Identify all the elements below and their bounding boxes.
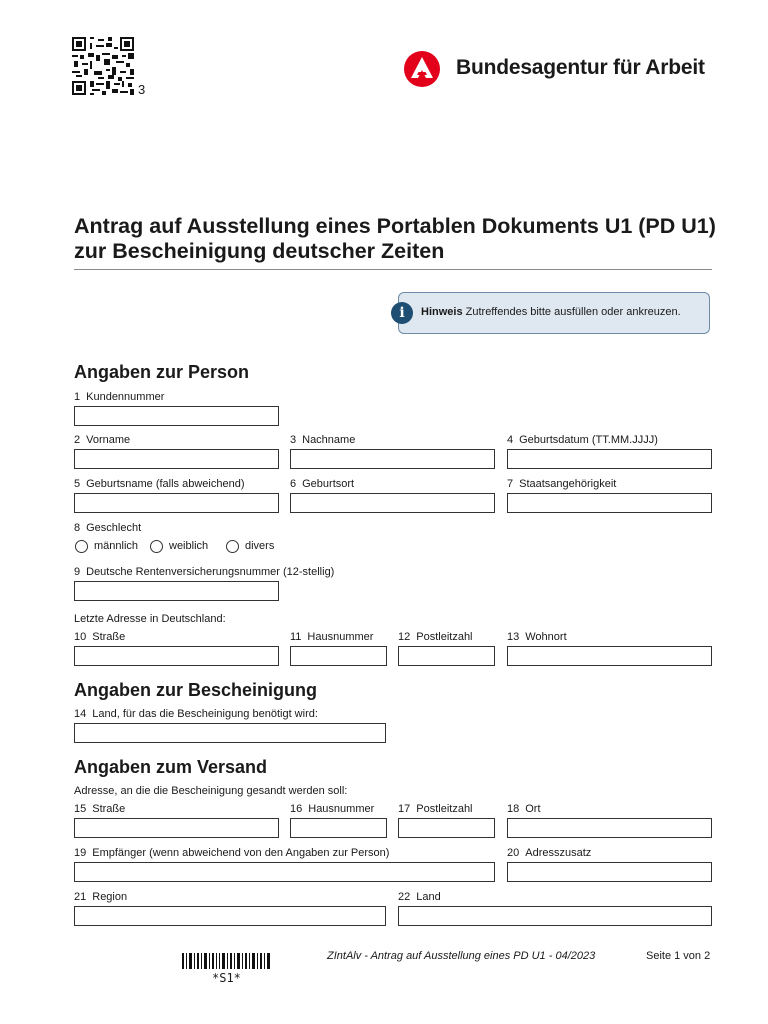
input-land-versand[interactable] — [398, 906, 712, 926]
input-land-bescheinigung[interactable] — [74, 723, 386, 743]
input-rentenversicherungsnummer[interactable] — [74, 581, 279, 601]
input-hausnummer-versand[interactable] — [290, 818, 387, 838]
radio-label-weiblich: weiblich — [169, 540, 209, 552]
label-geburtsname: 5 Geburtsname (falls abweichend) — [74, 478, 245, 490]
input-wohnort[interactable] — [507, 646, 712, 666]
label-postleitzahl-versand: 17 Postleitzahl — [398, 803, 473, 815]
barcode-icon — [182, 953, 270, 969]
brand-name: Bundesagentur für Arbeit — [456, 56, 705, 79]
radio-maennlich[interactable] — [75, 540, 88, 553]
label-geburtsort: 6 Geburtsort — [290, 478, 355, 490]
label-empfaenger: 19 Empfänger (wenn abweichend von den Angaben zur Person) — [74, 847, 390, 859]
note-letzte-adresse: Letzte Adresse in Deutschland: — [74, 613, 226, 625]
input-geburtsname[interactable] — [74, 493, 279, 513]
label-staatsangehoerigkeit: 7 Staatsangehörigkeit — [507, 478, 617, 490]
qr-number: 3 — [138, 82, 146, 97]
section-heading-bescheinigung: Angaben zur Bescheinigung — [74, 680, 318, 700]
label-rentenversicherungsnummer: 9 Deutsche Rentenversicherungsnummer (12-stellig) — [74, 566, 335, 578]
input-strasse-person[interactable] — [74, 646, 279, 666]
radio-divers[interactable] — [226, 540, 239, 553]
ba-logo-icon — [404, 51, 440, 87]
input-postleitzahl-versand[interactable] — [398, 818, 495, 838]
page-title — [74, 214, 724, 264]
hint-label: Hinweis — [421, 306, 463, 318]
label-region: 21 Region — [74, 891, 128, 903]
radio-label-maennlich: männlich — [94, 540, 139, 552]
barcode-text: *S1* — [212, 971, 241, 985]
input-geburtsort[interactable] — [290, 493, 495, 513]
label-hausnummer-person: 11 Hausnummer — [290, 631, 374, 643]
radio-label-divers: divers — [245, 540, 275, 552]
input-empfaenger[interactable] — [74, 862, 495, 882]
label-ort-versand: 18 Ort — [507, 803, 541, 815]
section-heading-versand: Angaben zum Versand — [74, 757, 268, 777]
label-vorname: 2 Vorname — [74, 434, 131, 446]
input-geburtsdatum[interactable] — [507, 449, 712, 469]
hint-text: Zutreffendes bitte ausfüllen oder ankreuzen. — [462, 306, 681, 318]
input-nachname[interactable] — [290, 449, 495, 469]
section-heading-person: Angaben zur Person — [74, 362, 250, 382]
label-nachname: 3 Nachname — [290, 434, 356, 446]
input-postleitzahl-person[interactable] — [398, 646, 495, 666]
title-divider — [74, 269, 712, 270]
label-adresszusatz: 20 Adresszusatz — [507, 847, 592, 859]
radio-weiblich[interactable] — [150, 540, 163, 553]
input-strasse-versand[interactable] — [74, 818, 279, 838]
info-icon: i — [391, 302, 413, 324]
label-geschlecht: 8 Geschlecht — [74, 522, 142, 534]
qr-code-icon — [72, 37, 134, 95]
label-hausnummer-versand: 16 Hausnummer — [290, 803, 375, 815]
input-staatsangehoerigkeit[interactable] — [507, 493, 712, 513]
label-postleitzahl-person: 12 Postleitzahl — [398, 631, 473, 643]
form-id: ZIntAlv - Antrag auf Ausstellung eines PD U1 - 04/2023 — [327, 950, 596, 962]
input-hausnummer-person[interactable] — [290, 646, 387, 666]
title-line-1: Antrag auf Ausstellung eines Portablen Dokuments U1 (PD U1) — [74, 214, 716, 238]
label-land-versand: 22 Land — [398, 891, 441, 903]
label-kundennummer: 1 Kundennummer — [74, 391, 165, 403]
label-wohnort: 13 Wohnort — [507, 631, 567, 643]
input-vorname[interactable] — [74, 449, 279, 469]
note-versandadresse: Adresse, an die die Bescheinigung gesandt werden soll: — [74, 785, 348, 797]
label-strasse-versand: 15 Straße — [74, 803, 126, 815]
label-geburtsdatum: 4 Geburtsdatum (TT.MM.JJJJ) — [507, 434, 658, 446]
hint-box — [398, 292, 710, 334]
label-strasse-person: 10 Straße — [74, 631, 126, 643]
label-land-bescheinigung: 14 Land, für das die Bescheinigung benötigt wird: — [74, 708, 318, 720]
input-adresszusatz[interactable] — [507, 862, 712, 882]
input-region[interactable] — [74, 906, 386, 926]
title-line-2: zur Bescheinigung deutscher Zeiten — [74, 239, 445, 263]
page-number: Seite 1 von 2 — [646, 950, 711, 962]
input-ort-versand[interactable] — [507, 818, 712, 838]
input-kundennummer[interactable] — [74, 406, 279, 426]
